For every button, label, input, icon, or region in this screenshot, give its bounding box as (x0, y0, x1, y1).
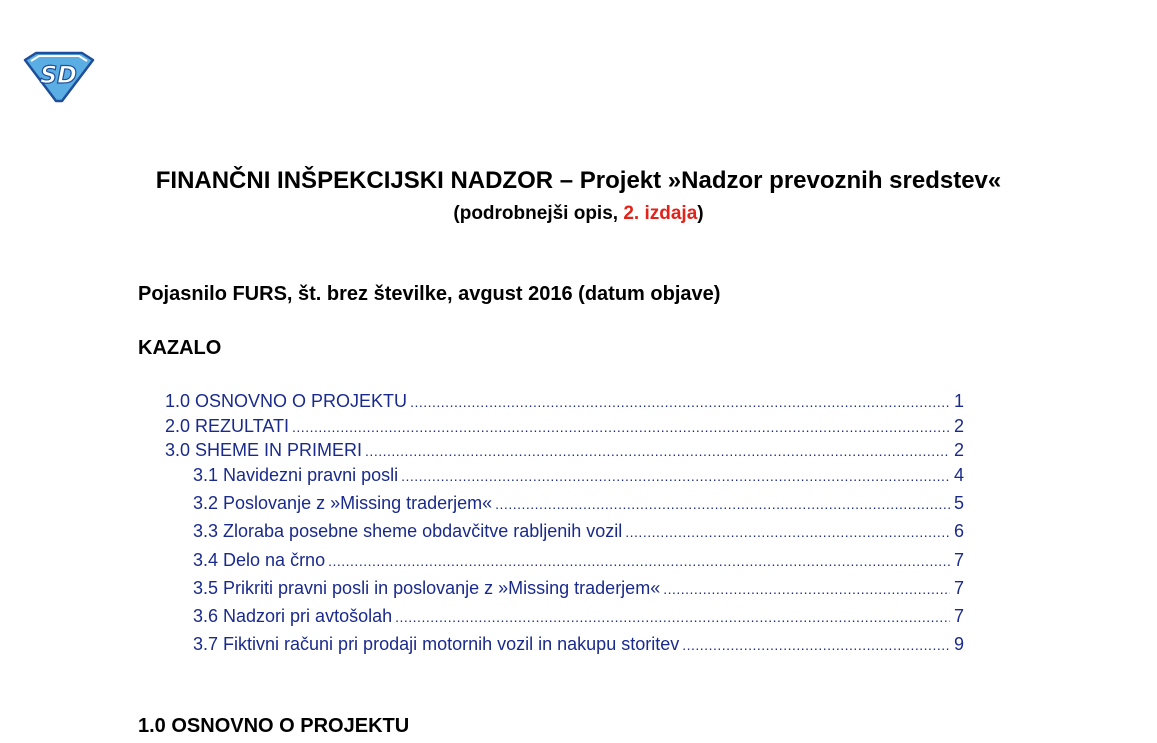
toc-entry-3-6[interactable] (193, 606, 964, 627)
edition-label: 2. izdaja (623, 203, 698, 224)
toc-entry-label: 3.1 Navidezni pravni posli (193, 465, 399, 485)
toc-leader (625, 524, 950, 540)
toc-entry-label: 3.7 Fiktivni računi pri prodaji motornih vozil in nakupu storitev (193, 634, 680, 654)
sd-shield-logo-icon (22, 50, 96, 104)
toc-entry-label: 3.2 Poslovanje z »Missing traderjem« (193, 493, 493, 513)
document-meta: Pojasnilo FURS, št. brez številke, avgust 2016 (datum objave) (138, 283, 721, 305)
toc-page-number: 7 (953, 578, 964, 598)
toc-page-number: 9 (953, 634, 964, 654)
toc-entry-3-4[interactable] (193, 550, 964, 571)
document-title: FINANČNI INŠPEKCIJSKI NADZOR – Projekt »Nadzor prevoznih sredstev« (155, 167, 1002, 194)
toc-entry-label: 2.0 REZULTATI (165, 416, 290, 436)
document-subtitle (0, 202, 1157, 226)
toc-page-number: 7 (953, 606, 964, 626)
subtitle-suffix: ) (697, 203, 704, 224)
toc-leader (410, 394, 950, 410)
toc-leader (328, 553, 950, 569)
toc-entry-label: 3.3 Zloraba posebne sheme obdavčitve rabljenih vozil (193, 521, 623, 541)
toc-leader (292, 419, 950, 435)
section-heading: 1.0 OSNOVNO O PROJEKTU (138, 715, 410, 737)
svg-text:S: S (40, 61, 58, 89)
toc-leader (401, 468, 950, 484)
toc-page-number: 5 (953, 493, 964, 513)
toc-entry-label: 3.5 Prikriti pravni posli in poslovanje z »Missing traderjem« (193, 578, 661, 598)
toc-entry-label: 1.0 OSNOVNO O PROJEKTU (165, 391, 408, 411)
toc-leader (395, 609, 950, 625)
toc-leader (663, 581, 950, 597)
toc-page-number: 2 (953, 440, 964, 460)
subtitle-prefix: (podrobnejši opis, (453, 203, 624, 224)
toc-leader (365, 443, 950, 459)
toc-entry-label: 3.4 Delo na črno (193, 550, 326, 570)
toc-entry-1-0[interactable] (165, 391, 964, 412)
toc-page-number: 6 (953, 521, 964, 541)
toc-entry-3-3[interactable] (193, 521, 964, 542)
toc-page-number: 1 (953, 391, 964, 411)
toc-entry-label: 3.0 SHEME IN PRIMERI (165, 440, 363, 460)
toc-entry-2-0[interactable] (165, 416, 964, 437)
toc-entry-3-7[interactable] (193, 634, 964, 655)
toc-entry-label: 3.6 Nadzori pri avtošolah (193, 606, 393, 626)
svg-text:D: D (57, 61, 77, 89)
toc-page-number: 4 (953, 465, 964, 485)
toc-page-number: 2 (953, 416, 964, 436)
toc-page-number: 7 (953, 550, 964, 570)
toc-entry-3-5[interactable] (193, 578, 964, 599)
toc-entry-3-2[interactable] (193, 493, 964, 514)
toc-leader (682, 637, 950, 653)
toc-entry-3-1[interactable] (193, 465, 964, 486)
toc-leader (495, 496, 950, 512)
toc-heading: KAZALO (138, 337, 222, 359)
toc-entry-3-0[interactable] (165, 440, 964, 461)
title-block (0, 166, 1157, 226)
